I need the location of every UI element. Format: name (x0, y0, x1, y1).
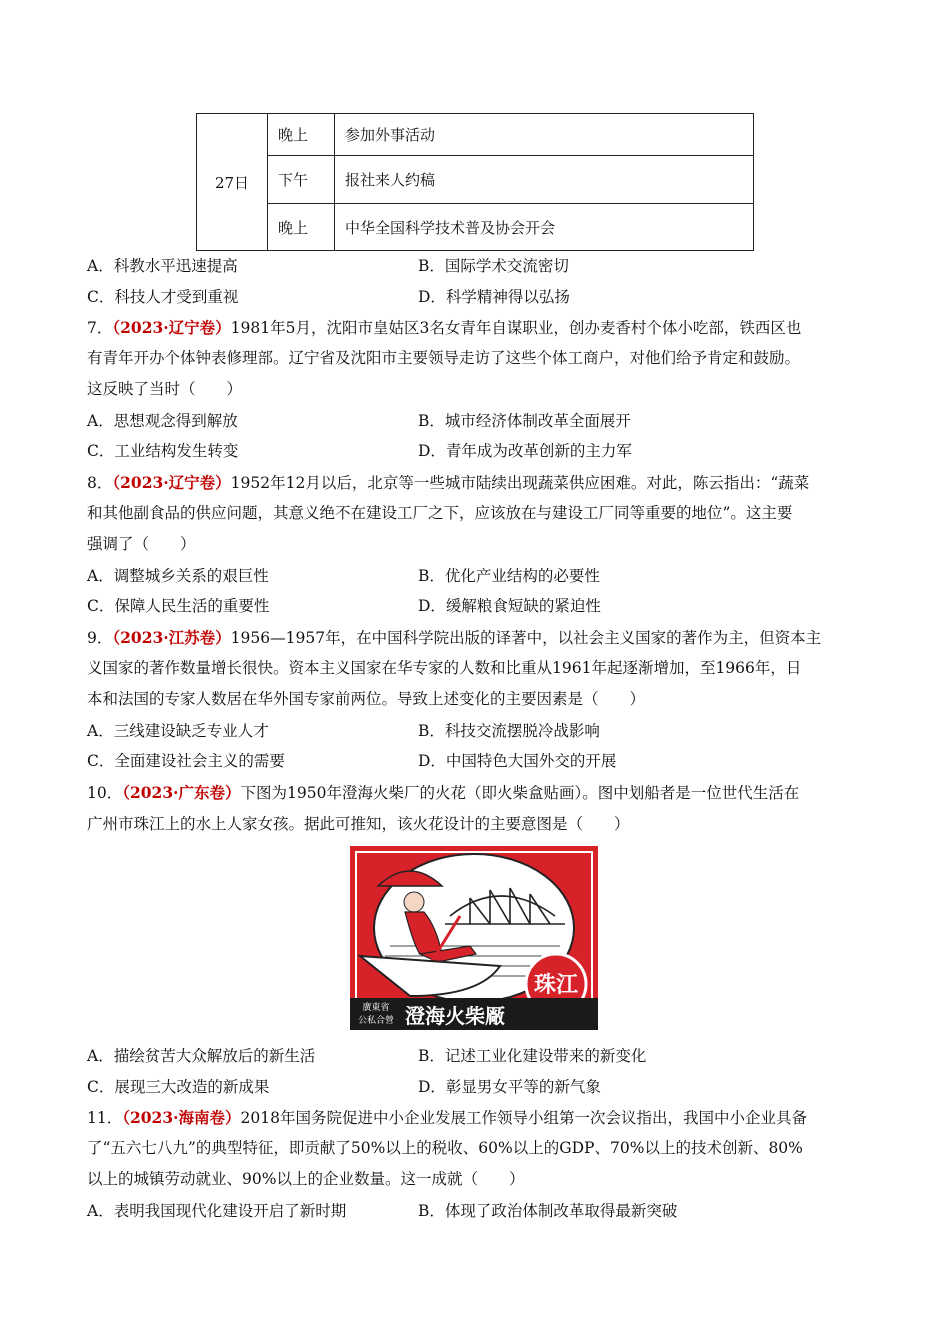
q10-stem-line-1 (87, 783, 799, 803)
q8-option-d[interactable]: D．缓解粮食短缺的紧迫性 (418, 597, 601, 615)
q7-stem-line-1 (87, 318, 801, 338)
question-number: 10． (87, 784, 123, 802)
q10-option-a[interactable]: A．描绘贫苦大众解放后的新生活 (87, 1047, 316, 1065)
question-source: （2023·辽宁卷） (112, 473, 231, 492)
question-number: 9． (87, 629, 113, 647)
time-slot-cell: 下午 (268, 156, 335, 204)
q9-stem-line-3: 本和法国的专家人数居在华外国专家前两位。导致上述变化的主要因素是（ ） (87, 690, 646, 708)
q9-option-c[interactable]: C．全面建设社会主义的需要 (87, 752, 285, 770)
q10-option-d[interactable]: D．彰显男女平等的新气象 (418, 1078, 601, 1096)
q11-stem-line-3: 以上的城镇劳动就业、90%以上的企业数量。这一成就（ ） (87, 1170, 525, 1188)
question-source: （2023·海南卷） (122, 1108, 241, 1127)
question-source: （2023·辽宁卷） (112, 318, 231, 337)
event-cell: 中华全国科学技术普及协会开会 (335, 204, 754, 251)
question-number: 11． (87, 1109, 123, 1127)
q11-stem-line-1 (87, 1108, 807, 1128)
q9-stem-line-2: 义国家的著作数量增长很快。资本主义国家在华专家的人数和比重从1961年起逐渐增加，至1966年，日 (87, 659, 802, 677)
q11-option-a[interactable]: A．表明我国现代化建设开启了新时期 (87, 1202, 347, 1220)
q8-stem-line-1 (87, 473, 809, 493)
q9-option-a[interactable]: A．三线建设缺乏专业人才 (87, 722, 269, 740)
question-text: 1952年12月以后，北京等一些城市陆续出现蔬菜供应困难。对此，陈云指出：“蔬菜 (230, 474, 810, 492)
q7-option-c[interactable]: C．工业结构发生转变 (87, 442, 239, 460)
table-row (197, 114, 754, 156)
q6-option-b[interactable]: B．国际学术交流密切 (418, 257, 569, 275)
day-cell: 27日 (197, 114, 268, 251)
corner-text-top: 廣東省 (362, 1003, 390, 1013)
q7-option-a[interactable]: A．思想观念得到解放 (87, 412, 238, 430)
q8-option-b[interactable]: B．优化产业结构的必要性 (418, 567, 600, 585)
q7-option-b[interactable]: B．城市经济体制改革全面展开 (418, 412, 631, 430)
question-text: 2018年国务院促进中小企业发展工作领导小组第一次会议指出，我国中小企业具备 (240, 1109, 807, 1127)
question-number: 8． (87, 474, 113, 492)
matchbox-label-image (350, 846, 598, 1030)
q6-option-a[interactable]: A．科教水平迅速提高 (87, 257, 238, 275)
question-text: 1956—1957年，在中国科学院出版的译著中，以社会主义国家的著作为主，但资本主 (230, 629, 822, 647)
q8-option-a[interactable]: A．调整城乡关系的艰巨性 (87, 567, 269, 585)
q9-option-b[interactable]: B．科技交流摆脱冷战影响 (418, 722, 600, 740)
time-slot-cell: 晚上 (268, 204, 335, 251)
corner-text-bottom: 公私合營 (357, 1016, 395, 1026)
q11-option-b[interactable]: B．体现了政治体制改革取得最新突破 (418, 1202, 678, 1220)
q8-stem-line-2: 和其他副食品的供应问题，其意义绝不在建设工厂之下，应该放在与建设工厂同等重要的地位”。这主要 (87, 504, 793, 522)
q10-option-b[interactable]: B．记述工业化建设带来的新变化 (418, 1047, 647, 1065)
question-source: （2023·广东卷） (122, 783, 241, 802)
q9-stem-line-1 (87, 628, 821, 648)
q11-stem-line-2: 了“五六七八九”的典型特征，即贡献了50%以上的税收、60%以上的GDP、70%以上的技术创新、80% (87, 1139, 803, 1157)
badge-text: 珠江 (533, 973, 579, 998)
caption-text: 澄海火柴厰 (405, 1004, 505, 1028)
q10-stem-line-2: 广州市珠江上的水上人家女孩。据此可推知，该火花设计的主要意图是（ ） (87, 815, 630, 833)
time-slot-cell: 晚上 (268, 114, 335, 156)
question-source: （2023·江苏卷） (112, 628, 231, 647)
q7-stem-line-3: 这反映了当时（ ） (87, 380, 243, 398)
q7-stem-line-2: 有青年开办个体钟表修理部。辽宁省及沈阳市主要领导走访了这些个体工商户，对他们给予肯定和鼓励。 (87, 349, 801, 367)
event-cell: 报社来人约稿 (335, 156, 754, 204)
q7-option-d[interactable]: D．青年成为改革创新的主力军 (418, 442, 632, 460)
q8-option-c[interactable]: C．保障人民生活的重要性 (87, 597, 270, 615)
q8-stem-line-3: 强调了（ ） (87, 535, 196, 553)
question-text: 下图为1950年澄海火柴厂的火花（即火柴盒贴画）。图中划船者是一位世代生活在 (240, 784, 800, 802)
question-number: 7． (87, 319, 113, 337)
table-row (197, 204, 754, 251)
q6-option-c[interactable]: C．科技人才受到重视 (87, 288, 239, 306)
q10-option-c[interactable]: C．展现三大改造的新成果 (87, 1078, 270, 1096)
q6-option-d[interactable]: D．科学精神得以弘扬 (418, 288, 570, 306)
q9-option-d[interactable]: D．中国特色大国外交的开展 (418, 752, 617, 770)
event-cell: 参加外事活动 (335, 114, 754, 156)
schedule-table (196, 113, 754, 251)
table-row (197, 156, 754, 204)
question-text: 1981年5月，沈阳市皇姑区3名女青年自谋职业，创办麦香村个体小吃部，铁西区也 (230, 319, 802, 337)
